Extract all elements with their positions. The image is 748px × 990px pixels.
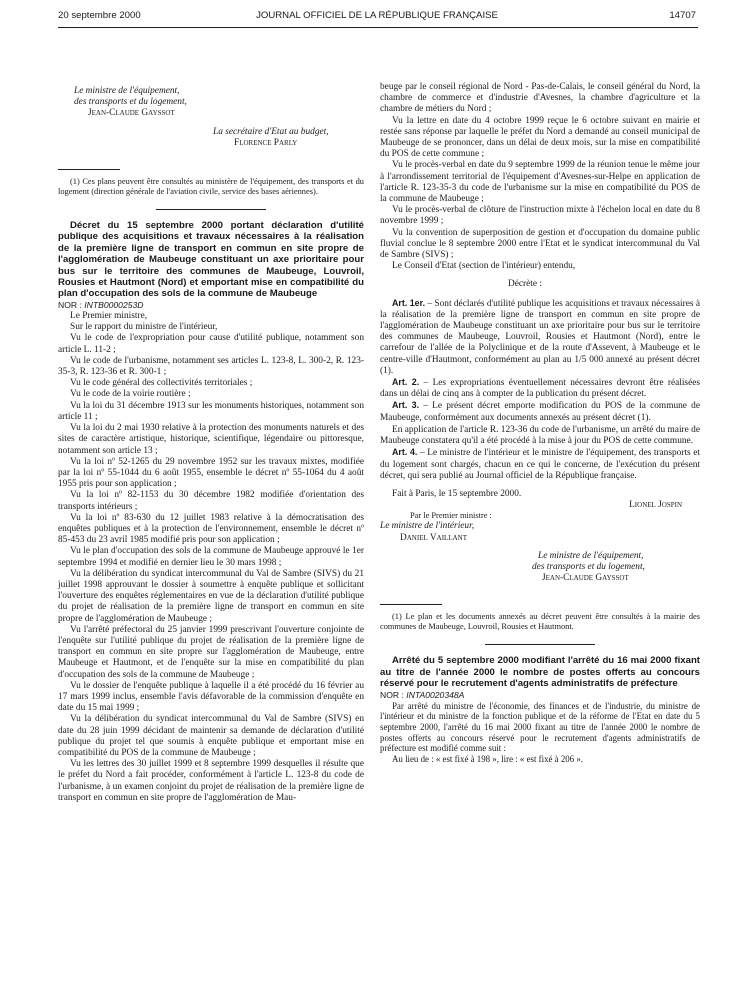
paragraph: Vu le procès-verbal en date du 9 septembre 1999 de la réunion tenue le même jour à l'arrondissement territorial de l'équipement d'Avesnes-sur-Helpe en application de l'article R. 123-35-3 du code de l'urbanisme sur la mise en compatibilité du POS de la commune de Maubeuge ; bbox=[380, 160, 700, 205]
signatory-role: des transports et du logement, bbox=[74, 97, 187, 108]
paragraph: Vu la convention de superposition de gestion et d'occupation du domaine public fluvial conclue le 8 septembre 2000 entre l'Etat et le syndicat intercommunal du Val de Sambre (SIVS) ; bbox=[380, 227, 700, 261]
footnote-rule bbox=[380, 604, 442, 605]
nor-code: INTB0000253D bbox=[84, 299, 144, 310]
arrete-title: Arrêté du 5 septembre 2000 modifiant l'arrêté du 16 mai 2000 fixant au titre de l'année 2000 le nombre de postes offerts au concours réservé pour le recrutement d'agents administratifs de préfecture bbox=[380, 655, 700, 690]
footnote-rule bbox=[58, 169, 120, 170]
paragraph: Par arrêté du ministre de l'économie, des finances et de l'industrie, du ministre de l'intérieur et du ministre de la fonction publique et de la réforme de l'Etat en date du 5 septembre 2000, l'arrêté du 16 mai 2000 fixant au titre de l'année 2000 le nombre de postes offerts au concours réservé pour le recrutement d'agents administratifs de préfecture est modifié comme suit : bbox=[380, 700, 700, 754]
paragraph: Vu les lettres des 30 juillet 1999 et 8 septembre 1999 desquelles il résulte que le préfet du Nord a fait procéder, conformément à l'article L. 123-8 du code de l'urbanisme, à un examen conjoint du projet de réalisation de la première ligne de transport en commun en site propre de l'agglomération de Mau- bbox=[58, 759, 364, 803]
signatory-role: des transports et du logement, bbox=[532, 561, 645, 572]
signatory-name: Jean-Claude Gayssot bbox=[88, 108, 175, 119]
section-separator bbox=[156, 209, 266, 210]
paragraph: Vu la loi du 31 décembre 1913 sur les monuments historiques, notamment son article 11 ; bbox=[58, 400, 364, 422]
paragraph: Vu la loi nº 82-1153 du 30 décembre 1982 modifiée d'orientation des transports intérieurs ; bbox=[58, 490, 364, 512]
paragraph: Sur le rapport du ministre de l'intérieur, bbox=[70, 322, 218, 333]
signatory-name: Daniel Vaillant bbox=[400, 532, 467, 543]
paragraph: Vu la loi du 2 mai 1930 relative à la protection des monuments naturels et des sites de caractère artistique, historique, scientifique, légendaire ou pittoresque, notamment son article 13 ; bbox=[58, 423, 364, 456]
paragraph: Le Conseil d'Etat (section de l'intérieur) entendu, bbox=[392, 261, 576, 272]
paragraph: Vu la loi nº 52-1265 du 29 novembre 1952 sur les travaux mixtes, modifiée par la loi nº 55-1044 du 6 août 1955, ensemble le décret nº 55-1064 du 4 août 1955 pris pour son application ; bbox=[58, 456, 364, 490]
decree-title: Décret du 15 septembre 2000 portant déclaration d'utilité publique des acquisitions et travaux nécessaires à la réalisation de la première ligne de transport en commun en site propre de l'agglomération de Maubeuge constituant un axe prioritaire pour bus sur le territoire des communes de Maubeuge, Louvroil, Rousies et Hautmont (Nord) et emportant mise en compatibilité du plan d'occupation des sols de la commune de Maubeuge bbox=[58, 220, 364, 300]
paragraph: Vu le code de la voirie routière ; bbox=[70, 389, 191, 400]
header-rule bbox=[58, 27, 698, 28]
signing-place-date: Fait à Paris, le 15 septembre 2000. bbox=[392, 488, 522, 499]
article bbox=[380, 400, 700, 423]
article-label: Art. 2. bbox=[392, 377, 420, 388]
decrete-heading: Décrète : bbox=[508, 279, 542, 290]
article-label: Art. 4. bbox=[392, 447, 418, 458]
article-label: Art. 3. bbox=[392, 400, 420, 411]
paragraph: Vu le plan d'occupation des sols de la commune de Maubeuge approuvé le 1er septembre 1994 et modifié en dernier lieu le 30 mars 1998 ; bbox=[58, 546, 364, 568]
signatory-name: Jean-Claude Gayssot bbox=[542, 573, 629, 584]
paragraph: Vu l'arrêté préfectoral du 25 janvier 1999 prescrivant l'ouverture conjointe de l'enquête sur l'utilité publique du projet de réalisation de la première ligne de transport en commun en site propre sur l'agglomération de Maubeuge, entre Maubeuge et Hautmont, et de l'enquête sur la mise en compatibilité du plan d'occupation des sols de la commune de Maubeuge ; bbox=[58, 624, 364, 680]
article-label: Art. 1er. bbox=[392, 297, 426, 308]
paragraph: Vu la délibération du syndicat intercommunal du Val de Sambre (SIVS) du 21 juillet 1998 approuvant le dossier à soumettre à enquête publique et sollicitant l'ouverture des enquêtes réglementaires en vue de la déclaration d'utilité publique du projet de réalisation de la première ligne de transport en commun en site propre de l'agglomération de Maubeuge ; bbox=[58, 568, 364, 624]
signatory-by: Par le Premier ministre : bbox=[410, 511, 492, 521]
article bbox=[380, 447, 700, 482]
nor-code: INTA0020348A bbox=[406, 689, 465, 700]
article-text: – Les expropriations éventuellement nécessaires devront être réalisées dans un délai de cinq ans à compter de la publication du présent décret. bbox=[380, 378, 700, 400]
signatory-name: Lionel Jospin bbox=[629, 500, 682, 511]
signatory-name: Florence Parly bbox=[234, 137, 298, 148]
nor-label: NOR : bbox=[58, 299, 82, 310]
footnote: (1) Le plan et les documents annexés au décret peuvent être consultés à la mairie des communes de Maubeuge, Louvroil, Rousies et Hautmont. bbox=[380, 612, 700, 632]
nor-reference bbox=[58, 300, 364, 311]
paragraph: Vu la loi nº 83-630 du 12 juillet 1983 relative à la démocratisation des enquêtes publiques et à la protection de l'environnement, ensemble le décret nº 85-453 du 23 avril 1985 modifié pris pour son application ; bbox=[58, 512, 364, 546]
paragraph: Vu le code général des collectivités territoriales ; bbox=[70, 378, 253, 389]
signatory-role: La secrétaire d'Etat au budget, bbox=[213, 126, 329, 137]
paragraph: Vu le code de l'expropriation pour cause d'utilité publique, notamment son article L. 11-2 ; bbox=[58, 333, 364, 355]
paragraph: Vu le procès-verbal de clôture de l'instruction mixte à l'échelon local en date du 8 novembre 1999 ; bbox=[380, 205, 700, 227]
paragraph: Le Premier ministre, bbox=[70, 311, 148, 322]
footnote: (1) Ces plans peuvent être consultés au ministère de l'équipement, des transports et du logement (direction générale de l'aviation civile, service des bases aériennes). bbox=[58, 177, 364, 197]
article bbox=[380, 377, 700, 400]
paragraph: Vu la lettre en date du 4 octobre 1999 reçue le 6 octobre suivant en mairie et restée sans réponse par laquelle le préfet du Nord a demandé au conseil municipal de Maubeuge de se prononcer, dans un délai de deux mois, sur la mise en compatibilité du POS de cette commune ; bbox=[380, 115, 700, 160]
article bbox=[380, 424, 700, 447]
article-text: – Sont déclarés d'utilité publique les acquisitions et travaux nécessaires à la réalisation de la première ligne de transport en commun en site propre de l'agglomération de Maubeuge constituant un axe prioritaire pour bus sur le territoire des communes de Maubeuge, Louvroil, Rousies et Hautmont (Nord), entre le carrefour de l'allée de la Polyclinique et de la route d'Assevent, à Maubeuge et le centre-ville d'Hautmont, conformément au plan au 1/5 000 annexé au présent décret (1). bbox=[380, 298, 700, 376]
header-journal-title: JOURNAL OFFICIEL DE LA RÉPUBLIQUE FRANÇAISE bbox=[256, 10, 498, 21]
article-text: – Le ministre de l'intérieur et le ministre de l'équipement, des transports et du logement sont chargés, chacun en ce qui le concerne, de l'exécution du présent décret, qui sera publié au Journal officiel de la République française. bbox=[380, 448, 701, 481]
page-header bbox=[58, 10, 696, 26]
paragraph: beuge par le conseil régional de Nord - Pas-de-Calais, le conseil général du Nord, la chambre de commerce et d'industrie d'Avesnes, la chambre d'agriculture et la chambre de métiers du Nord ; bbox=[380, 82, 700, 115]
paragraph: Au lieu de : « est fixé à 198 », lire : « est fixé à 206 ». bbox=[392, 753, 584, 764]
signatory-role: Le ministre de l'équipement, bbox=[74, 86, 180, 96]
article-text: – Le présent décret emporte modification du POS de la commune de Maubeuge, conformément aux documents annexés au présent décret (1). bbox=[380, 401, 700, 423]
header-page-number: 14707 bbox=[669, 10, 696, 21]
left-column bbox=[58, 86, 364, 804]
header-date: 20 septembre 2000 bbox=[58, 10, 141, 21]
article bbox=[380, 298, 700, 377]
nor-reference bbox=[380, 690, 700, 701]
paragraph: Vu le dossier de l'enquête publique à laquelle il a été procédé du 16 février au 17 mars 1999 inclus, ensemble l'avis défavorable de la commission d'enquête en date du 15 mai 1999 ; bbox=[58, 680, 364, 714]
section-separator bbox=[485, 644, 595, 645]
signatory-role: Le ministre de l'équipement, bbox=[538, 550, 644, 561]
signatory-role: Le ministre de l'intérieur, bbox=[380, 521, 475, 532]
right-column bbox=[380, 82, 700, 764]
article-text: En application de l'article R. 123-36 du code de l'urbanisme, un arrêté du maire de Maubeuge constatera qu'il a été procédé à la mise à jour du POS de cette commune. bbox=[380, 424, 700, 447]
paragraph: Vu le code de l'urbanisme, notamment ses articles L. 123-8, L. 300-2, R. 123-35-3, R. 123-36 et R. 300-1 ; bbox=[58, 355, 364, 378]
nor-label: NOR : bbox=[380, 689, 404, 700]
paragraph: Vu la délibération du syndicat intercommunal du Val de Sambre (SIVS) en date du 28 juin 1999 décidant de maintenir sa demande de déclaration d'utilité publique du projet tel que soumis à enquête publique et emportant mise en compatibilité du POS de la commune de Maubeuge ; bbox=[58, 714, 364, 758]
